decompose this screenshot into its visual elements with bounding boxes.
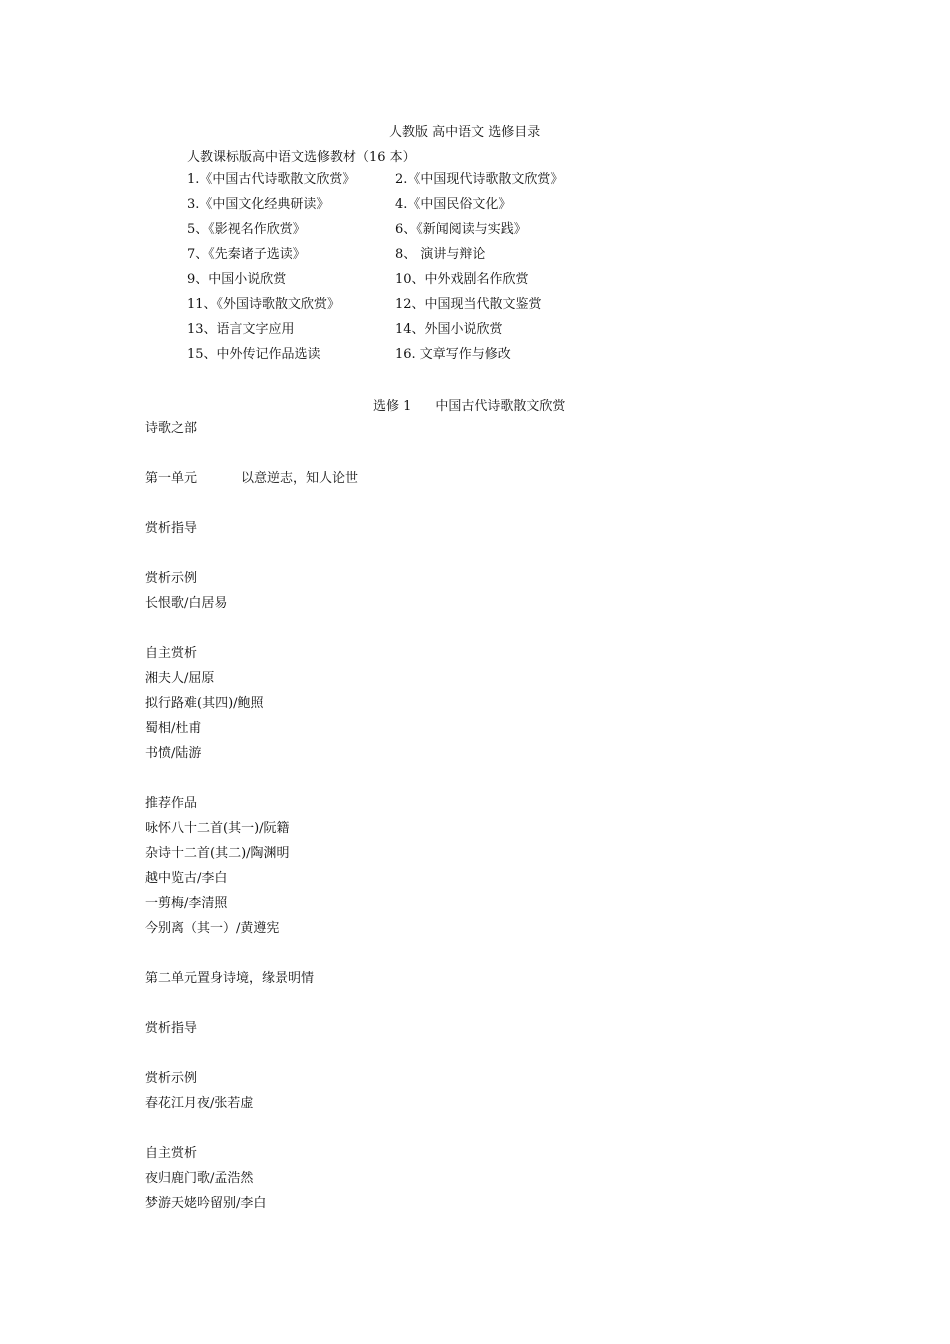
toc-item: 8、 演讲与辩论 <box>395 247 486 262</box>
document-subtitle: 人教课标版高中语文选修教材（16 本） <box>187 150 416 165</box>
toc-item: 10、中外戏剧名作欣赏 <box>395 272 529 287</box>
unit-heading <box>145 470 358 495</box>
subsection-heading: 自主赏析 <box>145 1146 198 1161</box>
toc-item: 12、中国现当代散文鉴赏 <box>395 297 542 312</box>
toc-item: 15、中外传记作品选读 <box>187 347 321 362</box>
toc-row <box>187 271 563 296</box>
work-item: 夜归鹿门歌/孟浩然 <box>145 1171 254 1186</box>
work-item: 长恨歌/白居易 <box>145 596 228 611</box>
toc-item: 13、语言文字应用 <box>187 322 295 337</box>
toc-item: 9、中国小说欣赏 <box>187 272 287 287</box>
work-item: 今别离（其一）/黄遵宪 <box>145 921 280 936</box>
toc-item: 3.《中国文化经典研读》 <box>187 197 330 212</box>
work-item: 越中览古/李白 <box>145 871 228 886</box>
toc-item: 5、《影视名作欣赏》 <box>187 222 306 237</box>
subsection-heading: 推荐作品 <box>145 796 198 811</box>
work-item: 拟行路难(其四)/鲍照 <box>145 696 264 711</box>
work-item: 湘夫人/屈原 <box>145 671 215 686</box>
toc-row <box>187 346 563 371</box>
subsection-heading: 赏析指导 <box>145 1021 198 1036</box>
toc-item: 16. 文章写作与修改 <box>395 347 511 362</box>
toc-item: 4.《中国民俗文化》 <box>395 197 512 212</box>
work-item: 春花江月夜/张若虚 <box>145 1096 254 1111</box>
toc-row <box>187 296 563 321</box>
toc-row <box>187 171 563 196</box>
work-item: 书愤/陆游 <box>145 746 202 761</box>
subsection-heading: 自主赏析 <box>145 646 198 661</box>
work-item: 梦游天姥吟留别/李白 <box>145 1196 267 1211</box>
part-heading: 诗歌之部 <box>145 421 198 436</box>
subsection-heading: 赏析指导 <box>145 521 198 536</box>
table-of-contents <box>187 171 563 371</box>
work-item: 咏怀八十二首(其一)/阮籍 <box>145 821 290 836</box>
unit-heading: 第二单元置身诗境，缘景明情 <box>145 971 315 986</box>
work-item: 蜀相/杜甫 <box>145 721 202 736</box>
document-title: 人教版 高中语文 选修目录 <box>389 125 541 140</box>
toc-item: 6、《新闻阅读与实践》 <box>395 222 527 237</box>
toc-item: 14、外国小说欣赏 <box>395 322 503 337</box>
toc-row <box>187 246 563 271</box>
section-content <box>145 420 358 1220</box>
toc-item: 7、《先秦诸子选读》 <box>187 247 306 262</box>
toc-item: 11、《外国诗歌散文欣赏》 <box>187 297 341 312</box>
toc-item: 1.《中国古代诗歌散文欣赏》 <box>187 172 356 187</box>
section-name: 中国古代诗歌散文欣赏 <box>435 399 566 414</box>
toc-row <box>187 321 563 346</box>
section-label: 选修 1 <box>373 399 412 414</box>
section-heading <box>373 395 565 414</box>
unit-theme: 以意逆志，知人论世 <box>241 471 359 486</box>
toc-item: 2.《中国现代诗歌散文欣赏》 <box>395 172 564 187</box>
subsection-heading: 赏析示例 <box>145 571 198 586</box>
toc-row <box>187 221 563 246</box>
subsection-heading: 赏析示例 <box>145 1071 198 1086</box>
work-item: 一剪梅/李清照 <box>145 896 228 911</box>
toc-row <box>187 196 563 221</box>
work-item: 杂诗十二首(其二)/陶渊明 <box>145 846 290 861</box>
unit-label: 第一单元 <box>145 471 198 486</box>
